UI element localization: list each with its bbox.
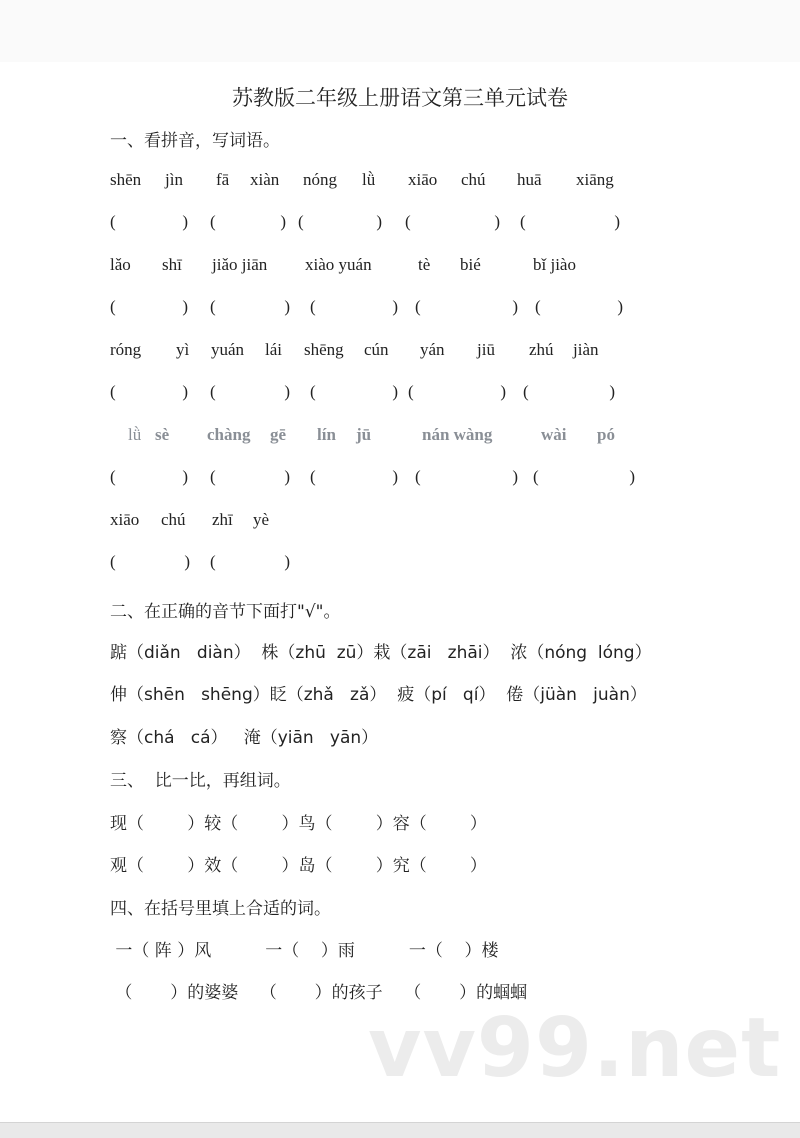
pinyin-row: [0, 255, 800, 281]
answer-blank[interactable]: [535, 297, 623, 321]
pinyin-word: shēn: [110, 170, 142, 189]
close-paren: ): [280, 212, 286, 231]
open-paren: (: [298, 212, 304, 231]
answer-blank-row: [0, 552, 800, 578]
pinyin-word: xiàn: [250, 170, 280, 189]
open-paren: (: [110, 297, 116, 316]
open-paren: (: [523, 382, 529, 401]
close-paren: ): [629, 467, 635, 486]
pinyin-word: lái: [265, 340, 282, 359]
pinyin-word: yán: [420, 340, 445, 359]
close-paren: ): [392, 297, 398, 316]
pinyin-word: chú: [161, 510, 186, 529]
answer-blank[interactable]: [310, 467, 398, 491]
close-paren: ): [182, 382, 188, 401]
pinyin-word: róng: [110, 340, 142, 359]
answer-blank[interactable]: [110, 297, 188, 321]
pinyin-word: chàng: [207, 425, 251, 444]
pinyin-word: sè: [155, 425, 170, 444]
pinyin-word: tè: [418, 255, 431, 274]
pinyin-word: xiāo: [408, 170, 438, 189]
open-paren: (: [210, 467, 216, 486]
pinyin-word: cún: [364, 340, 389, 359]
close-paren: ): [617, 297, 623, 316]
answer-blank-row: [0, 382, 800, 408]
open-paren: (: [310, 297, 316, 316]
pinyin-word: xiào yuán: [305, 255, 372, 274]
answer-blank[interactable]: [310, 297, 398, 321]
pinyin-word: bié: [460, 255, 481, 274]
section2-heading: 二、在正确的音节下面打"√"。: [110, 602, 341, 622]
pinyin-word: shēng: [304, 340, 344, 359]
open-paren: (: [415, 467, 421, 486]
close-paren: ): [184, 552, 190, 571]
section3-line: 现（ ）较（ ）鸟（ ）容（ ）: [110, 814, 487, 834]
pinyin-word: fā: [216, 170, 230, 189]
pinyin-row: [0, 425, 800, 451]
pinyin-row: [0, 510, 800, 536]
open-paren: (: [110, 212, 116, 231]
close-paren: ): [512, 467, 518, 486]
answer-blank[interactable]: [533, 467, 635, 491]
pinyin-word: jìn: [165, 170, 183, 189]
section4-heading: 四、在括号里填上合适的词。: [110, 899, 331, 919]
section3-line: 观（ ）效（ ）岛（ ）究（ ）: [110, 856, 487, 876]
pinyin-word: chú: [461, 170, 486, 189]
open-paren: (: [310, 382, 316, 401]
open-paren: (: [415, 297, 421, 316]
pinyin-word: yè: [253, 510, 270, 529]
open-paren: (: [110, 467, 116, 486]
open-paren: (: [520, 212, 526, 231]
open-paren: (: [310, 467, 316, 486]
pinyin-word: nán wàng: [422, 425, 493, 444]
pinyin-word: nóng: [303, 170, 337, 189]
pinyin-row: [0, 340, 800, 366]
pinyin-word: shī: [162, 255, 182, 274]
answer-blank[interactable]: [110, 212, 188, 236]
pinyin-word: lǜ: [128, 425, 142, 444]
section3-heading: 三、 比一比，再组词。: [110, 771, 291, 791]
pinyin-word: lǜ: [362, 170, 376, 189]
close-paren: ): [182, 212, 188, 231]
answer-blank-row: [0, 467, 800, 493]
pinyin-word: zhú: [529, 340, 554, 359]
open-paren: (: [533, 467, 539, 486]
pinyin-word: pó: [597, 425, 615, 444]
pinyin-word: wài: [541, 425, 567, 444]
open-paren: (: [110, 382, 116, 401]
answer-blank[interactable]: [298, 212, 382, 236]
close-paren: ): [284, 297, 290, 316]
section1-heading: 一、看拼音，写词语。: [110, 131, 280, 151]
pinyin-word: yuán: [211, 340, 245, 359]
open-paren: (: [535, 297, 541, 316]
pinyin-word: zhī: [212, 510, 233, 529]
answer-blank-row: [0, 297, 800, 323]
answer-blank[interactable]: [210, 552, 290, 576]
page-title: 苏教版二年级上册语文第三单元试卷: [232, 86, 568, 110]
open-paren: (: [210, 297, 216, 316]
answer-blank[interactable]: [110, 552, 190, 576]
open-paren: (: [110, 552, 116, 571]
close-paren: ): [284, 552, 290, 571]
open-paren: (: [210, 552, 216, 571]
pinyin-word: gē: [270, 425, 287, 444]
pinyin-word: jiū: [477, 340, 495, 359]
close-paren: ): [512, 297, 518, 316]
pinyin-word: jiǎo jiān: [212, 255, 268, 274]
pinyin-word: huā: [517, 170, 542, 189]
pinyin-word: yì: [176, 340, 190, 359]
page-bottom-band: [0, 1122, 800, 1138]
answer-blank[interactable]: [405, 212, 500, 236]
pinyin-word: lǎo: [110, 255, 131, 274]
open-paren: (: [210, 212, 216, 231]
close-paren: ): [376, 212, 382, 231]
pinyin-word: bǐ jiào: [533, 255, 576, 274]
answer-blank-row: [0, 212, 800, 238]
close-paren: ): [284, 382, 290, 401]
pinyin-word: xiāng: [576, 170, 614, 189]
pinyin-word: lín: [317, 425, 336, 444]
answer-blank[interactable]: [210, 212, 286, 236]
close-paren: ): [609, 382, 615, 401]
watermark: vv99.net: [368, 1001, 782, 1096]
section4-line: 一（ 阵 ）风 一（ ）雨 一（ ）楼: [110, 941, 499, 961]
close-paren: ): [500, 382, 506, 401]
answer-blank[interactable]: [310, 382, 398, 406]
section2-line: 察（chá cá） 淹（yiān yān）: [110, 728, 379, 748]
answer-blank[interactable]: [520, 212, 620, 236]
close-paren: ): [182, 467, 188, 486]
answer-blank[interactable]: [210, 467, 290, 491]
section2-line: 伸（shēn shēng）眨（zhǎ zǎ） 疲（pí qí） 倦（jüàn juàn）: [110, 685, 647, 705]
answer-blank[interactable]: [408, 382, 506, 406]
section2-line: 踮（diǎn diàn） 株（zhū zū）栽（zāi zhāi） 浓（nóng lóng）: [110, 643, 652, 663]
answer-blank[interactable]: [110, 382, 188, 406]
open-paren: (: [210, 382, 216, 401]
open-paren: (: [408, 382, 414, 401]
pinyin-row: [0, 170, 800, 196]
close-paren: ): [182, 297, 188, 316]
answer-blank[interactable]: [210, 297, 290, 321]
pinyin-word: xiāo: [110, 510, 140, 529]
close-paren: ): [392, 467, 398, 486]
section4-line: （ ）的婆婆 （ ）的孩子 （ ）的蝈蝈: [110, 983, 528, 1003]
close-paren: ): [614, 212, 620, 231]
close-paren: ): [284, 467, 290, 486]
pinyin-word: jū: [356, 425, 372, 444]
close-paren: ): [392, 382, 398, 401]
answer-blank[interactable]: [415, 297, 518, 321]
close-paren: ): [494, 212, 500, 231]
open-paren: (: [405, 212, 411, 231]
answer-blank[interactable]: [415, 467, 518, 491]
answer-blank[interactable]: [110, 467, 188, 491]
answer-blank[interactable]: [210, 382, 290, 406]
page-top-band: [0, 0, 800, 62]
pinyin-word: jiàn: [573, 340, 599, 359]
answer-blank[interactable]: [523, 382, 615, 406]
